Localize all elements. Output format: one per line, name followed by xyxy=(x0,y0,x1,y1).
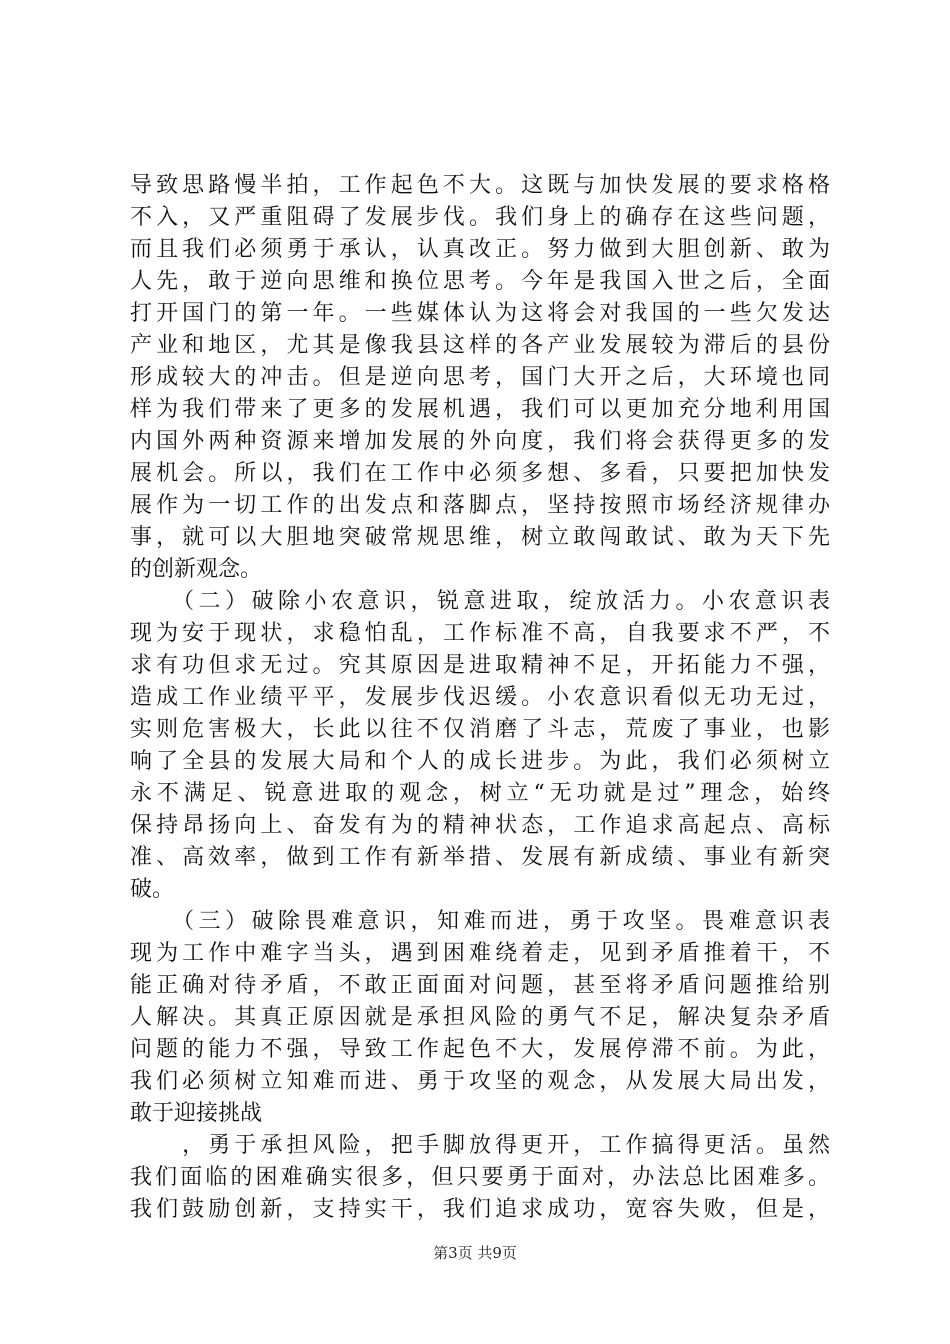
text-line: （三）破除畏难意识，知难而进，勇于攻坚。畏难意识表 xyxy=(130,909,830,934)
text-line: 我们面临的困难确实很多，但只要勇于面对，办法总比困难多。 xyxy=(130,1165,830,1190)
text-line: 样为我们带来了更多的发展机遇，我们可以更加充分地利用国 xyxy=(130,397,830,422)
text-line: 人解决。其真正原因就是承担风险的勇气不足，解决复杂矛盾 xyxy=(130,1005,830,1030)
text-line: 我们必须树立知难而进、勇于攻坚的观念，从发展大局出发， xyxy=(130,1069,830,1094)
text-line: 现为工作中难字当头，遇到困难绕着走，见到矛盾推着干，不 xyxy=(130,941,830,966)
text-line: 准、高效率，做到工作有新举措、发展有新成绩、事业有新突 xyxy=(130,845,830,870)
text-line: 破。 xyxy=(130,877,175,902)
text-line: 事，就可以大胆地突破常规思维，树立敢闯敢试、敢为天下先 xyxy=(130,525,830,550)
text-line: 展机会。所以，我们在工作中必须多想、多看，只要把加快发 xyxy=(130,461,830,486)
text-line: 不入，又严重阻碍了发展步伐。我们身上的确存在这些问题， xyxy=(130,205,830,230)
page-footer: 第3页 共9页 xyxy=(433,1244,517,1262)
text-line: 问题的能力不强，导致工作起色不大，发展停滞不前。为此， xyxy=(130,1037,830,1062)
text-line: （二）破除小农意识，锐意进取，绽放活力。小农意识表 xyxy=(130,589,830,614)
text-line: 现为安于现状，求稳怕乱，工作标准不高，自我要求不严，不 xyxy=(130,621,830,646)
text-line: 形成较大的冲击。但是逆向思考，国门大开之后，大环境也同 xyxy=(130,365,830,390)
text-line: 展作为一切工作的出发点和落脚点，坚持按照市场经济规律办 xyxy=(130,493,830,518)
text-line: 我们鼓励创新，支持实干，我们追求成功，宽容失败，但是， xyxy=(130,1197,830,1222)
text-line: 求有功但求无过。究其原因是进取精神不足，开拓能力不强， xyxy=(130,653,830,678)
text-line: 实则危害极大，长此以往不仅消磨了斗志，荒废了事业，也影 xyxy=(130,717,830,742)
document-body xyxy=(130,170,830,1226)
text-line: 响了全县的发展大局和个人的成长进步。为此，我们必须树立 xyxy=(130,749,830,774)
text-line: 敢于迎接挑战 xyxy=(130,1101,263,1126)
text-line: 而且我们必须勇于承认，认真改正。努力做到大胆创新、敢为 xyxy=(130,237,830,262)
text-line: 人先，敢于逆向思维和换位思考。今年是我国入世之后，全面 xyxy=(130,269,830,294)
text-line: 打开国门的第一年。一些媒体认为这将会对我国的一些欠发达 xyxy=(130,301,830,326)
text-line: 的创新观念。 xyxy=(130,557,263,582)
text-line: ，勇于承担风险，把手脚放得更开，工作搞得更活。虽然 xyxy=(130,1133,830,1158)
text-line: 能正确对待矛盾，不敢正面面对问题，甚至将矛盾问题推给别 xyxy=(130,973,830,998)
text-line: 导致思路慢半拍，工作起色不大。这既与加快发展的要求格格 xyxy=(130,173,830,198)
text-line: 保持昂扬向上、奋发有为的精神状态，工作追求高起点、高标 xyxy=(130,813,830,838)
text-line: 造成工作业绩平平，发展步伐迟缓。小农意识看似无功无过， xyxy=(130,685,830,710)
text-line: 永不满足、锐意进取的观念，树立“无功就是过”理念，始终 xyxy=(130,781,830,806)
text-line: 产业和地区，尤其是像我县这样的各产业发展较为滞后的县份 xyxy=(130,333,830,358)
text-line: 内国外两种资源来增加发展的外向度，我们将会获得更多的发 xyxy=(130,429,830,454)
